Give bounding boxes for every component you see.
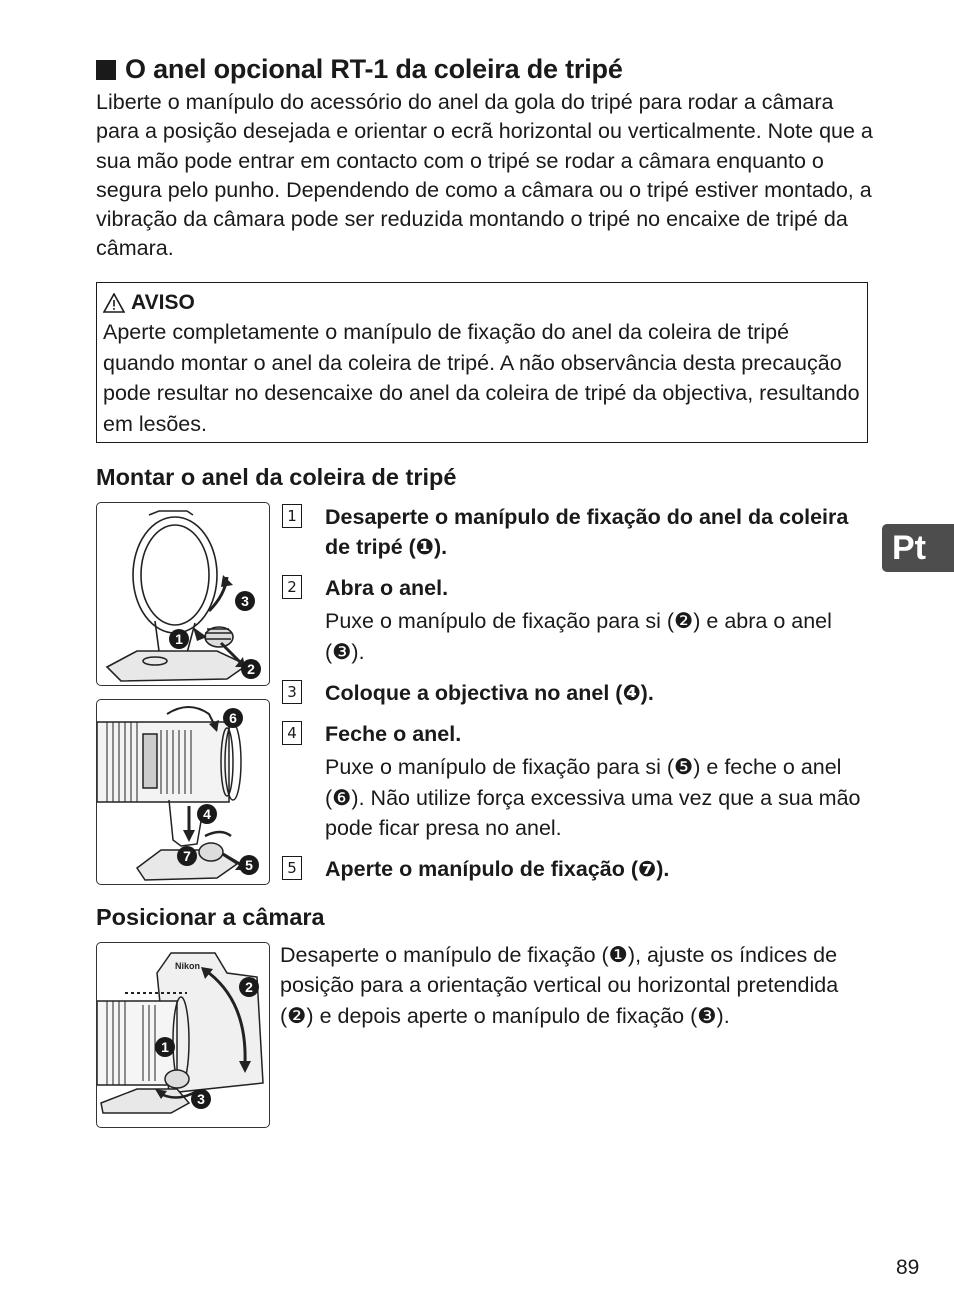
step-number: 2 xyxy=(282,575,302,599)
callout-5: 5 xyxy=(239,855,259,875)
language-tab: Pt xyxy=(882,524,954,572)
callout-3: 3 xyxy=(191,1089,211,1109)
step-number: 4 xyxy=(282,721,302,745)
square-bullet-icon xyxy=(96,60,116,80)
warning-box xyxy=(96,282,868,443)
camera-rotate-illustration xyxy=(97,943,270,1128)
step-title: Desaperte o manípulo de fixação do anel da coleira de tripé (❶). xyxy=(325,505,849,559)
warning-title: AVISO xyxy=(131,291,195,314)
figure-position-camera xyxy=(96,942,270,1128)
step-title: Coloque a objectiva no anel (❹). xyxy=(325,681,654,705)
step-3 xyxy=(282,678,872,708)
intro-paragraph: Liberte o manípulo do acessório do anel da gola do tripé para rodar a câmara para a posição desejada e orientar o ecrã horizontal ou verticalmente. Note que a sua mão pode entrar em contacto com o tripé se rodar a câmara enquanto o segura pelo punho. Dependendo de como a câmara ou o tripé estiver montado, a vibração da câmara pode ser reduzida montando o tripé no encaixe de tripé da câmara. xyxy=(96,90,873,261)
warning-heading xyxy=(103,289,861,317)
step-number: 5 xyxy=(282,856,302,880)
callout-7: 7 xyxy=(177,846,197,866)
step-number: 1 xyxy=(282,504,302,528)
position-heading: Posicionar a câmara xyxy=(96,904,325,930)
warning-text: Aperte completamente o manípulo de fixação do anel da coleira de tripé quando montar o anel da coleira de tripé. A não observância desta precaução pode resultar no desencaixe do anel da coleira de tripé da objectiva, resultando em lesões. xyxy=(103,320,860,436)
step-title: Abra o anel. xyxy=(325,576,449,600)
mount-heading: Montar o anel da coleira de tripé xyxy=(96,464,457,490)
callout-2: 2 xyxy=(241,659,261,679)
figure-lens-in-ring xyxy=(96,699,270,885)
camera-brand-logo: Nikon xyxy=(175,961,201,971)
step-title: Aperte o manípulo de fixação (❼). xyxy=(325,857,670,881)
section-title-text: O anel opcional RT-1 da coleira de tripé xyxy=(125,54,623,84)
page-number: 89 xyxy=(896,1256,920,1279)
callout-3: 3 xyxy=(235,591,255,611)
step-5 xyxy=(282,854,872,884)
callout-2: 2 xyxy=(239,977,259,997)
step-title: Feche o anel. xyxy=(325,722,462,746)
step-4 xyxy=(282,719,872,844)
step-body: Puxe o manípulo de fixação para si (❺) e feche o anel (❻). Não utilize força excessiva uma vez que a sua mão pode ficar presa no anel. xyxy=(325,755,861,840)
callout-4: 4 xyxy=(197,804,217,824)
step-1 xyxy=(282,502,872,562)
position-text: Desaperte o manípulo de fixação (❶), ajuste os índices de posição para a orientação vertical ou horizontal pretendida (❷) e depois aperte o manípulo de fixação (❸). xyxy=(280,943,839,1028)
warning-triangle-icon xyxy=(103,293,125,313)
callout-6: 6 xyxy=(223,708,243,728)
callout-1: 1 xyxy=(155,1037,175,1057)
step-body: Puxe o manípulo de fixação para si (❷) e abra o anel (❸). xyxy=(325,609,832,664)
callout-1: 1 xyxy=(169,629,189,649)
step-number: 3 xyxy=(282,680,302,704)
figure-open-ring xyxy=(96,502,270,686)
step-2 xyxy=(282,573,872,667)
section-title xyxy=(96,54,623,85)
